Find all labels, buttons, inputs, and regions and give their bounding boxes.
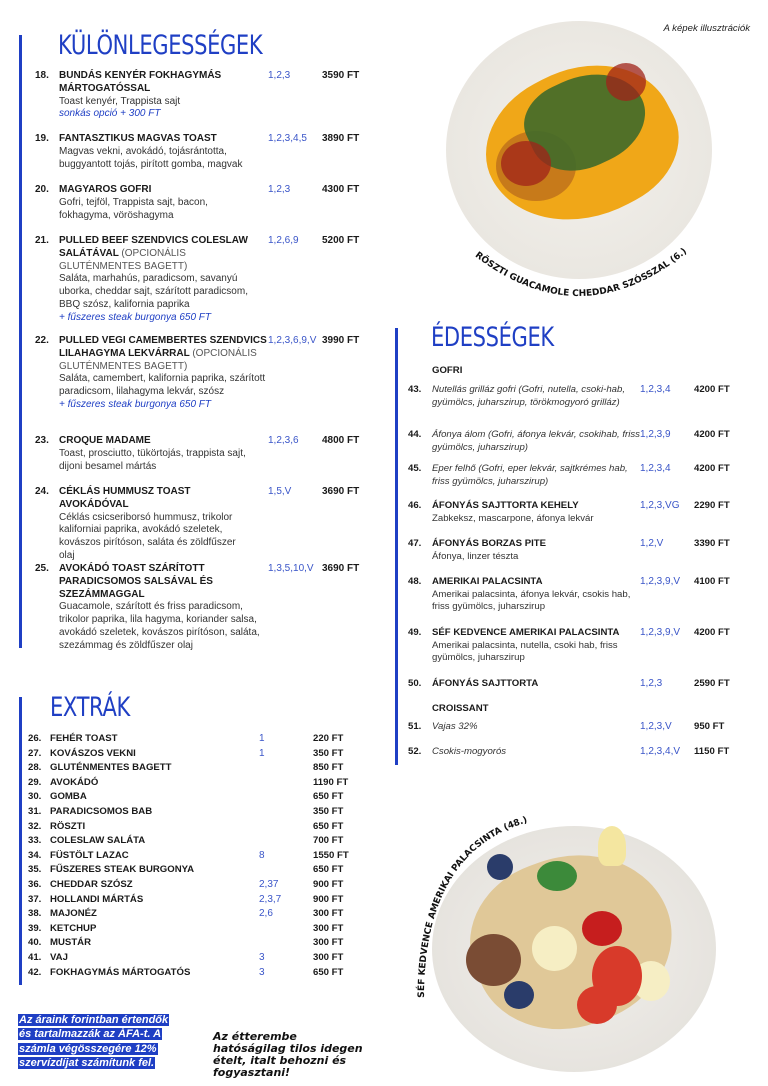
item-number: 25. (35, 563, 49, 574)
item-allergens: 2,37 (259, 879, 279, 890)
item-allergens: 1,2,3 (640, 678, 663, 689)
item-name: FÜSTÖLT LAZAC (50, 849, 129, 861)
item-number: 29. (28, 776, 42, 788)
item-name: MAGYAROS GOFRI (59, 184, 152, 195)
item-name: CROQUE MADAME (59, 435, 151, 446)
item-description: Magvas vekni, avokádó, tojásrántotta, buggyantott tojás, pirított gomba, magvak (59, 145, 243, 170)
item-name: PULLED BEEF SZENDVICS COLESLAW SALÁTÁVAL (59, 235, 248, 259)
item-price: 2590 FT (694, 678, 730, 689)
item-price: 900 FT (313, 893, 344, 905)
item-allergens: 1,2,V (640, 538, 664, 549)
item-name: FOKHAGYMÁS MÁRTOGATÓS (50, 966, 191, 978)
item-price: 300 FT (313, 952, 344, 963)
item-price: 350 FT (313, 806, 344, 817)
sweets-title: ÉDESSÉGEK (431, 322, 554, 353)
item-name: KETCHUP (50, 922, 97, 934)
item-price: 950 FT (694, 721, 725, 732)
item-allergens: 1,3,5,10,V (268, 563, 314, 574)
item-price: 4200 FT (694, 384, 730, 395)
item-number: 51. (408, 721, 422, 732)
item-name: FANTASZTIKUS MAGVAS TOAST (59, 133, 217, 144)
extras-accent-bar (19, 697, 22, 985)
edible-flower (598, 826, 626, 866)
item-name: MAJONÉZ (50, 908, 97, 920)
item-description: Zabkeksz, mascarpone, áfonya lekvár (432, 512, 594, 524)
item-name: MUSTÁR (50, 937, 92, 949)
item-name: FEHÉR TOAST (50, 733, 118, 744)
item-allergens: 1,2,3,4,V (640, 746, 681, 757)
item-allergens: 1,5,V (268, 486, 292, 497)
extras-title: EXTRÁK (50, 692, 130, 723)
item-price: 650 FT (313, 864, 344, 876)
item-name: Eper felhő (Gofri, eper lekvár, sajtkrémes hab, friss gyümölcs, juharszirup) (432, 463, 628, 487)
item-number: 27. (28, 747, 42, 759)
item-name: ÁFONYÁS SAJTTORTA KEHELY (432, 500, 579, 511)
item-description: Amerikai palacsinta, áfonya lekvár, csokis hab, friss gyümölcs, juharszirup (432, 588, 631, 613)
item-price: 850 FT (313, 762, 344, 774)
item-price: 1150 FT (694, 746, 730, 757)
item-name: HOLLANDI MÁRTÁS (50, 893, 144, 905)
item-allergens: 1,2,3,6,9,V (268, 335, 317, 346)
item-number: 24. (35, 486, 49, 497)
item-price: 3390 FT (694, 538, 730, 549)
item-allergens: 2,6 (259, 908, 273, 920)
item-number: 33. (28, 835, 42, 847)
item-price: 4200 FT (694, 429, 730, 440)
svg-text:SÉF KEDVENCE AMERIKAI PALACSIN: SÉF KEDVENCE AMERIKAI PALACSINTA (48.) (416, 815, 529, 998)
item-price: 1550 FT (313, 849, 349, 861)
gofri-subheading: GOFRI (432, 365, 463, 376)
item-price: 2290 FT (694, 500, 730, 511)
item-name: FŰSZERES STEAK BURGONYA (50, 864, 195, 876)
extra-row (28, 894, 358, 908)
item-price: 5200 FT (322, 235, 360, 246)
item-number: 18. (35, 70, 49, 81)
item-name: Csokis-mogyorós (432, 746, 507, 757)
item-number: 46. (408, 500, 422, 511)
item-name: BUNDÁS KENYÉR FOKHAGYMÁS MÁRTOGATÓSSAL (59, 70, 222, 94)
extra-row (28, 937, 358, 951)
item-number: 20. (35, 184, 49, 195)
item-name: ÁFONYÁS BORZAS PITE (432, 538, 547, 549)
item-number: 50. (408, 678, 422, 689)
item-allergens: 1,2,3,V (640, 721, 672, 732)
price-info-line: és tartalmazzák az ÁFA-t. A (19, 1028, 162, 1041)
item-allergens: 1,2,3 (268, 70, 291, 81)
extra-row (28, 733, 358, 747)
price-info-line: számla végösszegére 12% (19, 1042, 157, 1055)
item-number: 42. (28, 966, 42, 978)
item-number: 44. (408, 429, 422, 440)
item-allergens: 1 (259, 747, 265, 759)
item-number: 28. (28, 762, 42, 774)
specials-accent-bar (19, 35, 22, 648)
price-info-line: szervízdíjat számítunk fel. (19, 1057, 155, 1070)
item-allergens: 1,2,3,6 (268, 435, 299, 446)
extra-row (28, 777, 358, 791)
item-description: Toast, prosciutto, tükörtojás, trappista sajt, dijoni besamel mártás (59, 447, 246, 472)
item-description: Saláta, marhahús, paradicsom, savanyú uborka, cheddar sajt, szárított paradicsom, BBQ szósz, kalifornia paprika (59, 273, 248, 310)
item-price: 3690 FT (322, 563, 360, 574)
item-number: 39. (28, 922, 42, 934)
extra-row (28, 850, 358, 864)
item-number: 47. (408, 538, 422, 549)
item-number: 35. (28, 864, 42, 876)
extra-row (28, 748, 358, 762)
item-extra-option: + fűszeres steak burgonya 650 FT (59, 398, 212, 410)
item-description: Áfonya, linzer tészta (432, 550, 519, 562)
item-price: 1190 FT (313, 776, 349, 788)
item-name: CÉKLÁS HUMMUSZ TOAST AVOKÁDÓVAL (59, 486, 191, 510)
item-price: 900 FT (313, 879, 344, 890)
item-number: 52. (408, 746, 422, 757)
item-name: AMERIKAI PALACSINTA (432, 576, 543, 587)
item-number: 30. (28, 791, 42, 803)
extra-row (28, 835, 358, 849)
item-name: ÁFONYÁS SAJTTORTA (432, 678, 539, 689)
item-number: 26. (28, 733, 42, 744)
item-allergens: 2,3,7 (259, 893, 282, 905)
illustration-notice: A képek illusztrációk (663, 23, 750, 34)
item-allergens: 8 (259, 849, 265, 861)
item-number: 38. (28, 908, 42, 920)
item-price: 300 FT (313, 922, 344, 934)
item-allergens: 3 (259, 952, 265, 963)
item-price: 300 FT (313, 937, 344, 949)
item-price: 3890 FT (322, 133, 360, 144)
item-name: RÖSZTI (50, 820, 86, 832)
item-name: Nutellás grilláz gofri (Gofri, nutella, csoki-hab, gyümölcs, juharszirup, törökmogyoró grilláz) (432, 384, 626, 408)
outside-food-notice: Az étterembe hatóságilag tilos idegen ételt, italt behozni és fogyasztani! (213, 1030, 363, 1079)
item-price: 3690 FT (322, 486, 360, 497)
item-option: (OPCIONÁLIS GLUTÉNMENTES BAGETT) (59, 347, 257, 372)
extra-row (28, 864, 358, 878)
item-price: 350 FT (313, 747, 344, 759)
item-price: 650 FT (313, 966, 344, 978)
item-number: 36. (28, 879, 42, 890)
item-name: COLESLAW SALÁTA (50, 835, 146, 847)
extra-row (28, 762, 358, 776)
item-description: Toast kenyér, Trappista sajt (59, 95, 181, 107)
item-number: 21. (35, 235, 49, 246)
extra-row (28, 952, 358, 966)
item-price: 4200 FT (694, 463, 730, 474)
item-number: 37. (28, 893, 42, 905)
item-price: 4800 FT (322, 435, 360, 446)
item-price: 4300 FT (322, 184, 360, 195)
item-name: AVOKÁDÓ TOAST SZÁRÍTOTT PARADICSOMOS SALSÁVAL ÉS SZEZÁMMAGGAL (59, 563, 213, 600)
item-price: 3590 FT (322, 70, 360, 81)
extra-row (28, 967, 358, 981)
item-price: 4100 FT (694, 576, 730, 587)
item-name: VAJ (50, 952, 68, 963)
item-number: 45. (408, 463, 422, 474)
item-number: 23. (35, 435, 49, 446)
item-name: GOMBA (50, 791, 87, 803)
item-allergens: 1,2,6,9 (268, 235, 299, 246)
item-allergens: 1,2,3,9 (640, 429, 671, 440)
item-description: Guacamole, szárított és friss paradicsom, trikolor paprika, lila hagyma, koriander salsa, avokádó szeletek, kovászos pirítóson, saláta, szezámmag és zöldfűszer olaj (59, 601, 260, 651)
item-name: PARADICSOMOS BAB (50, 806, 153, 817)
item-number: 43. (408, 384, 422, 395)
item-allergens: 1,2,3,4 (640, 463, 671, 474)
item-price: 220 FT (313, 733, 344, 744)
item-number: 31. (28, 806, 42, 817)
item-allergens: 1,2,3,VG (640, 500, 680, 511)
item-extra-option: sonkás opció + 300 FT (59, 108, 161, 120)
item-number: 19. (35, 133, 49, 144)
item-name: CHEDDAR SZÓSZ (50, 879, 133, 890)
item-name: Áfonya álom (Gofri, áfonya lekvár, csokihab, friss gyümölcs, juharszirup) (432, 429, 640, 453)
extra-row (28, 791, 358, 805)
item-number: 41. (28, 952, 42, 963)
item-name: PULLED VEGI CAMEMBERTES SZENDVICS LILAHAGYMA LEKVÁRRAL (59, 335, 267, 359)
extra-row (28, 806, 358, 820)
svg-text:RÖSZTI GUACAMOLE CHEDDAR SZÓSS: RÖSZTI GUACAMOLE CHEDDAR SZÓSSZAL (6.) (472, 246, 689, 300)
item-price: 650 FT (313, 791, 344, 803)
item-description: Gofri, tejföl, Trappista sajt, bacon, fokhagyma, vöröshagyma (59, 196, 208, 221)
price-info-note (18, 1013, 196, 1071)
item-option: (OPCIONÁLIS GLUTÉNMENTES BAGETT) (59, 247, 188, 272)
item-price: 650 FT (313, 820, 344, 832)
item-extra-option: + fűszeres steak burgonya 650 FT (59, 311, 212, 323)
item-number: 40. (28, 937, 42, 949)
item-description: Céklás csicseriborsó hummusz, trikolor kaliforniai paprika, avokádó szeletek, kovászos pirítóson, saláta és zöldfűszer olaj (59, 511, 236, 561)
extra-row (28, 908, 358, 922)
item-allergens: 1,2,3 (268, 184, 291, 195)
item-number: 22. (35, 335, 49, 346)
item-allergens: 1,2,3,9,V (640, 576, 681, 587)
plate1-caption (446, 21, 712, 311)
extra-row (28, 821, 358, 835)
sweets-accent-bar (395, 328, 398, 765)
item-name: Vajas 32% (432, 721, 478, 732)
item-allergens: 1,2,3,4 (640, 384, 671, 395)
item-price: 700 FT (313, 835, 344, 847)
item-name: GLUTÉNMENTES BAGETT (50, 762, 172, 774)
item-price: 4200 FT (694, 627, 730, 638)
item-number: 49. (408, 627, 422, 638)
extra-row (28, 923, 358, 937)
item-name: SÉF KEDVENCE AMERIKAI PALACSINTA (432, 627, 620, 638)
item-number: 34. (28, 849, 42, 861)
price-info-line: Az áraink forintban értendők (19, 1014, 169, 1026)
item-allergens: 3 (259, 966, 265, 978)
item-number: 48. (408, 576, 422, 587)
item-number: 32. (28, 820, 42, 832)
item-description: Saláta, camembert, kalifornia paprika, szárított paradicsom, lilahagyma lekvár, szósz (59, 373, 266, 398)
item-description: Amerikai palacsinta, nutella, csoki hab, friss gyümölcs, juharszirup (432, 639, 618, 664)
extra-row (28, 879, 358, 893)
item-allergens: 1,2,3,4,5 (268, 133, 307, 144)
croissant-subheading: CROISSANT (432, 703, 489, 714)
item-allergens: 1 (259, 733, 265, 744)
item-allergens: 1,2,3,9,V (640, 627, 681, 638)
item-name: AVOKÁDÓ (50, 776, 99, 788)
item-name: KOVÁSZOS VEKNI (50, 747, 136, 759)
plate2-caption (400, 806, 600, 1006)
specials-title: KÜLÖNLEGESSÉGEK (58, 30, 263, 61)
item-price: 300 FT (313, 908, 344, 920)
item-price: 3990 FT (322, 335, 360, 346)
